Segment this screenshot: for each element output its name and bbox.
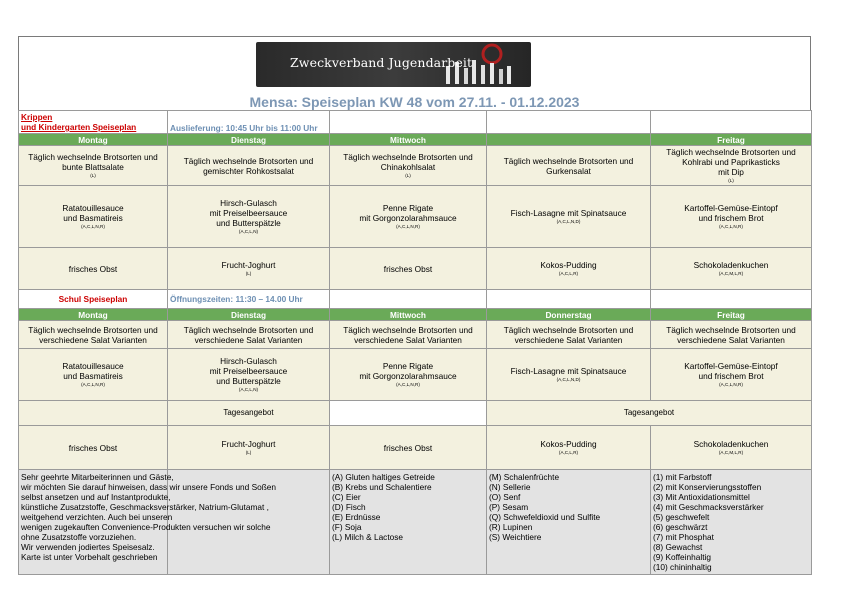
dish-text: mit Gorgonzolarahmsauce <box>359 371 457 381</box>
school-day-header-row <box>19 309 812 321</box>
menu-cell <box>19 248 168 290</box>
legend-line: (2) mit Konservierungsstoffen <box>653 482 762 492</box>
page-title: Mensa: Speiseplan KW 48 vom 27.11. - 01.12.2023 <box>249 94 580 110</box>
day-header: Montag <box>19 134 168 146</box>
school-tagesangebot-row <box>19 401 812 426</box>
allergen-codes: (A,C,L,N) <box>238 229 259 234</box>
menu-table <box>18 110 812 575</box>
menu-cell <box>19 146 168 186</box>
dish-text: Kokos-Pudding <box>540 439 597 449</box>
legend-line: ohne Zusatzstoffe vorzuziehen. <box>21 532 137 542</box>
legend-row <box>19 470 812 575</box>
dish-text: gemischter Rohkostsalat <box>203 165 294 176</box>
dish-text: verschiedene Salat Varianten <box>39 334 147 345</box>
allergen-codes: (L) <box>245 271 252 276</box>
dish-text: frisches Obst <box>383 442 433 453</box>
dish-text: verschiedene Salat Varianten <box>354 334 462 345</box>
menu-cell <box>330 321 487 349</box>
legend-line: selbst ansetzen und auf Instantprodukte, <box>21 492 171 502</box>
menu-cell <box>651 186 812 248</box>
menu-cell <box>19 186 168 248</box>
dish-text: verschiedene Salat Varianten <box>677 334 785 345</box>
dish-text: und Basmatireis <box>63 371 123 381</box>
dish-text: Ratatouillesauce <box>62 361 124 371</box>
legend-line: (R) Lupinen <box>489 522 533 532</box>
legend-line: künstliche Zusatzstoffe, Geschmacksverstärker, Natrium-Glutamat , <box>21 502 269 512</box>
legend-line: Sehr geehrte Mitarbeiterinnen und Gäste, <box>21 472 174 482</box>
dish-text: mit Preiselbeersauce <box>209 208 288 218</box>
legend-line: (1) mit Farbstoff <box>653 472 712 482</box>
school-dessert-row <box>19 426 812 470</box>
menu-cell <box>168 349 330 401</box>
dish-text: und Butterspätzle <box>216 218 281 228</box>
dish-text: Ratatouillesauce <box>62 203 124 213</box>
day-header <box>487 134 651 146</box>
menu-cell <box>330 349 487 401</box>
legend-line: (B) Krebs und Schalentiere <box>332 482 432 492</box>
school-section-label: Schul Speiseplan <box>19 290 168 309</box>
legend-line: (9) Koffeinhaltig <box>653 552 711 562</box>
dish-text: Fisch-Lasagne mit Spinatsauce <box>510 366 627 376</box>
menu-cell <box>487 349 651 401</box>
dish-text: Täglich wechselnde Brotsorten und <box>503 324 634 335</box>
dish-text: verschiedene Salat Varianten <box>514 334 623 345</box>
legend-line: (D) Fisch <box>332 502 366 512</box>
dish-text: Kartoffel-Gemüse-Eintopf <box>684 361 778 371</box>
allergen-codes: (L) <box>728 178 734 183</box>
menu-cell <box>330 426 487 470</box>
logo-text: Zweckverband Jugendarbeit <box>290 55 473 70</box>
dish-text: mit Dip <box>718 167 744 177</box>
day-header: Mittwoch <box>330 134 487 146</box>
legend-line: (3) Mit Antioxidationsmittel <box>653 492 750 502</box>
menu-cell <box>19 426 168 470</box>
legend-line: (F) Soja <box>332 522 362 532</box>
dish-text: Täglich wechselnde Brotsorten und <box>666 324 796 335</box>
allergen-codes: (L) <box>90 173 96 178</box>
legend-line: (6) geschwärzt <box>653 522 708 532</box>
legend-line: (L) Milch & Lactose <box>332 532 404 542</box>
dish-text: Fisch-Lasagne mit Spinatsauce <box>510 208 627 218</box>
day-header: Freitag <box>651 309 812 321</box>
menu-cell <box>330 146 487 186</box>
allergen-codes: (A,C,L,R) <box>558 271 579 276</box>
menu-cell <box>168 248 330 290</box>
dish-text: Täglich wechselnde Brotsorten und <box>343 324 473 335</box>
menu-cell <box>168 186 330 248</box>
legend-line: (P) Sesam <box>489 502 529 512</box>
school-main-row <box>19 349 812 401</box>
day-header: Mittwoch <box>330 309 487 321</box>
day-header: Donnerstag <box>487 309 651 321</box>
allergen-codes: (A,C,L,N,R) <box>81 382 105 387</box>
dish-text: Hirsch-Gulasch <box>220 356 277 366</box>
dish-text: Täglich wechselnde Brotsorten und <box>28 152 158 162</box>
dish-text: Penne Rigate <box>382 203 434 213</box>
dish-text: Gurkensalat <box>546 165 591 176</box>
dish-text: und frischem Brot <box>698 213 764 223</box>
legend-line: (A) Gluten haltiges Getreide <box>332 472 435 482</box>
dish-text: mit Preiselbeersauce <box>209 366 288 376</box>
legend-line: (4) mit Geschmacksverstärker <box>653 502 764 512</box>
legend-additives <box>651 470 812 575</box>
legend-line: (S) Weichtiere <box>489 532 542 542</box>
menu-cell <box>487 186 651 248</box>
kita-delivery-info: Auslieferung: 10:45 Uhr bis 11:00 Uhr <box>168 111 330 134</box>
menu-cell <box>487 146 651 186</box>
legend-line: (5) geschwefelt <box>653 512 710 522</box>
dish-text: bunte Blattsalate <box>62 162 124 172</box>
day-header: Montag <box>19 309 168 321</box>
legend-allergens-m <box>487 470 651 575</box>
dish-text: Frucht-Joghurt <box>221 260 276 270</box>
day-header: Dienstag <box>168 134 330 146</box>
legend-line: (7) mit Phosphat <box>653 532 714 542</box>
legend-line: (C) Eier <box>332 492 361 502</box>
legend-line: (E) Erdnüsse <box>332 512 381 522</box>
allergen-codes: (A,C,L,R) <box>558 450 579 455</box>
dish-text: Täglich wechselnde Brotsorten und <box>343 152 473 162</box>
allergen-codes: (A,C,L,N,R) <box>396 224 420 229</box>
dish-text: Chinakohlsalat <box>380 162 436 172</box>
dish-text: Schokoladenkuchen <box>693 439 769 449</box>
menu-cell <box>651 146 812 186</box>
dish-text: Kokos-Pudding <box>540 260 597 270</box>
menu-cell <box>487 321 651 349</box>
kita-salad-row <box>19 146 812 186</box>
school-section-row <box>19 290 812 309</box>
kita-section-label: Krippen und Kindergarten Speiseplan <box>19 111 168 134</box>
menu-cell <box>330 248 487 290</box>
legend-allergens-a <box>330 470 487 575</box>
legend-line: (10) chininhaltig <box>653 562 712 572</box>
dish-text: und frischem Brot <box>698 371 764 381</box>
allergen-codes: (L) <box>245 450 252 455</box>
day-header: Freitag <box>651 134 812 146</box>
dish-text: frisches Obst <box>68 442 118 453</box>
legend-line: Wir verwenden jodiertes Speisesalz. <box>21 542 155 552</box>
legend-line: (N) Sellerie <box>489 482 531 492</box>
kita-day-header-row <box>19 134 812 146</box>
legend-line: weitgehend verzichten. Auch bei unseren <box>21 512 173 522</box>
legend-line: (8) Gewachst <box>653 542 703 552</box>
menu-cell <box>168 321 330 349</box>
legend-line: (O) Senf <box>489 492 521 502</box>
menu-cell <box>487 426 651 470</box>
allergen-codes: (A,C,L,N,R) <box>719 224 743 229</box>
organization-logo <box>256 42 531 87</box>
kita-dessert-row <box>19 248 812 290</box>
menu-cell <box>651 426 812 470</box>
dish-text: Hirsch-Gulasch <box>220 198 277 208</box>
tagesangebot-label: Tagesangebot <box>487 401 812 426</box>
dish-text: Kohlrabi und Paprikasticks <box>682 157 780 167</box>
dish-text: Schokoladenkuchen <box>693 260 769 270</box>
dish-text: Frucht-Joghurt <box>221 439 276 449</box>
legend-line: (Q) Schwefeldioxid und Sulfite <box>489 512 601 522</box>
dish-text: Penne Rigate <box>382 361 434 371</box>
allergen-codes: (A,C,L,N,R) <box>81 224 105 229</box>
dish-text: verschiedene Salat Varianten <box>194 334 303 345</box>
dish-text: frisches Obst <box>68 263 118 274</box>
legend-note <box>19 470 277 575</box>
school-opening-hours: Öffnungszeiten: 11:30 – 14.00 Uhr <box>168 290 330 309</box>
legend-line: (M) Schalenfrüchte <box>489 472 560 482</box>
menu-cell <box>168 426 330 470</box>
dish-text: mit Gorgonzolarahmsauce <box>359 213 457 223</box>
menu-cell <box>487 248 651 290</box>
kita-main-row <box>19 186 812 248</box>
legend-line: wenigen zugekauften Convenience-Produkten versuchen wir solche <box>21 522 271 532</box>
dish-text: Kartoffel-Gemüse-Eintopf <box>684 203 778 213</box>
dish-text: Täglich wechselnde Brotsorten und <box>183 155 314 166</box>
dish-text: Täglich wechselnde Brotsorten und <box>183 324 314 335</box>
dish-text: und Basmatireis <box>63 213 123 223</box>
menu-cell <box>19 321 168 349</box>
menu-cell <box>651 321 812 349</box>
allergen-codes: (A,C,L,N,D) <box>556 219 581 224</box>
allergen-codes: (A,C,L,N) <box>238 387 259 392</box>
dish-text: und Butterspätzle <box>216 376 281 386</box>
allergen-codes: (A,C,M,L,R) <box>718 450 744 455</box>
dish-text: Täglich wechselnde Brotsorten und <box>666 147 796 157</box>
allergen-codes: (A,C,L,N,D) <box>556 377 581 382</box>
legend-line: Karte ist unter Vorbehalt geschrieben <box>21 552 158 562</box>
dish-text: frisches Obst <box>383 263 433 274</box>
menu-cell <box>330 186 487 248</box>
menu-cell <box>168 146 330 186</box>
school-salad-row <box>19 321 812 349</box>
dish-text: Täglich wechselnde Brotsorten und <box>28 324 158 335</box>
menu-cell <box>651 349 812 401</box>
allergen-codes: (L) <box>405 173 411 178</box>
menu-cell <box>651 248 812 290</box>
allergen-codes: (A,C,L,N,R) <box>719 382 743 387</box>
day-header: Dienstag <box>168 309 330 321</box>
dish-text: Täglich wechselnde Brotsorten und <box>503 155 634 166</box>
allergen-codes: (A,C,M,L,R) <box>718 271 744 276</box>
legend-line: wir möchten Sie darauf hinweisen, dass wir unsere Fonds und Soßen <box>21 482 277 492</box>
tagesangebot-label: Tagesangebot <box>168 401 330 426</box>
menu-cell <box>19 349 168 401</box>
allergen-codes: (A,C,L,N,R) <box>396 382 420 387</box>
kita-section-row <box>19 111 812 134</box>
